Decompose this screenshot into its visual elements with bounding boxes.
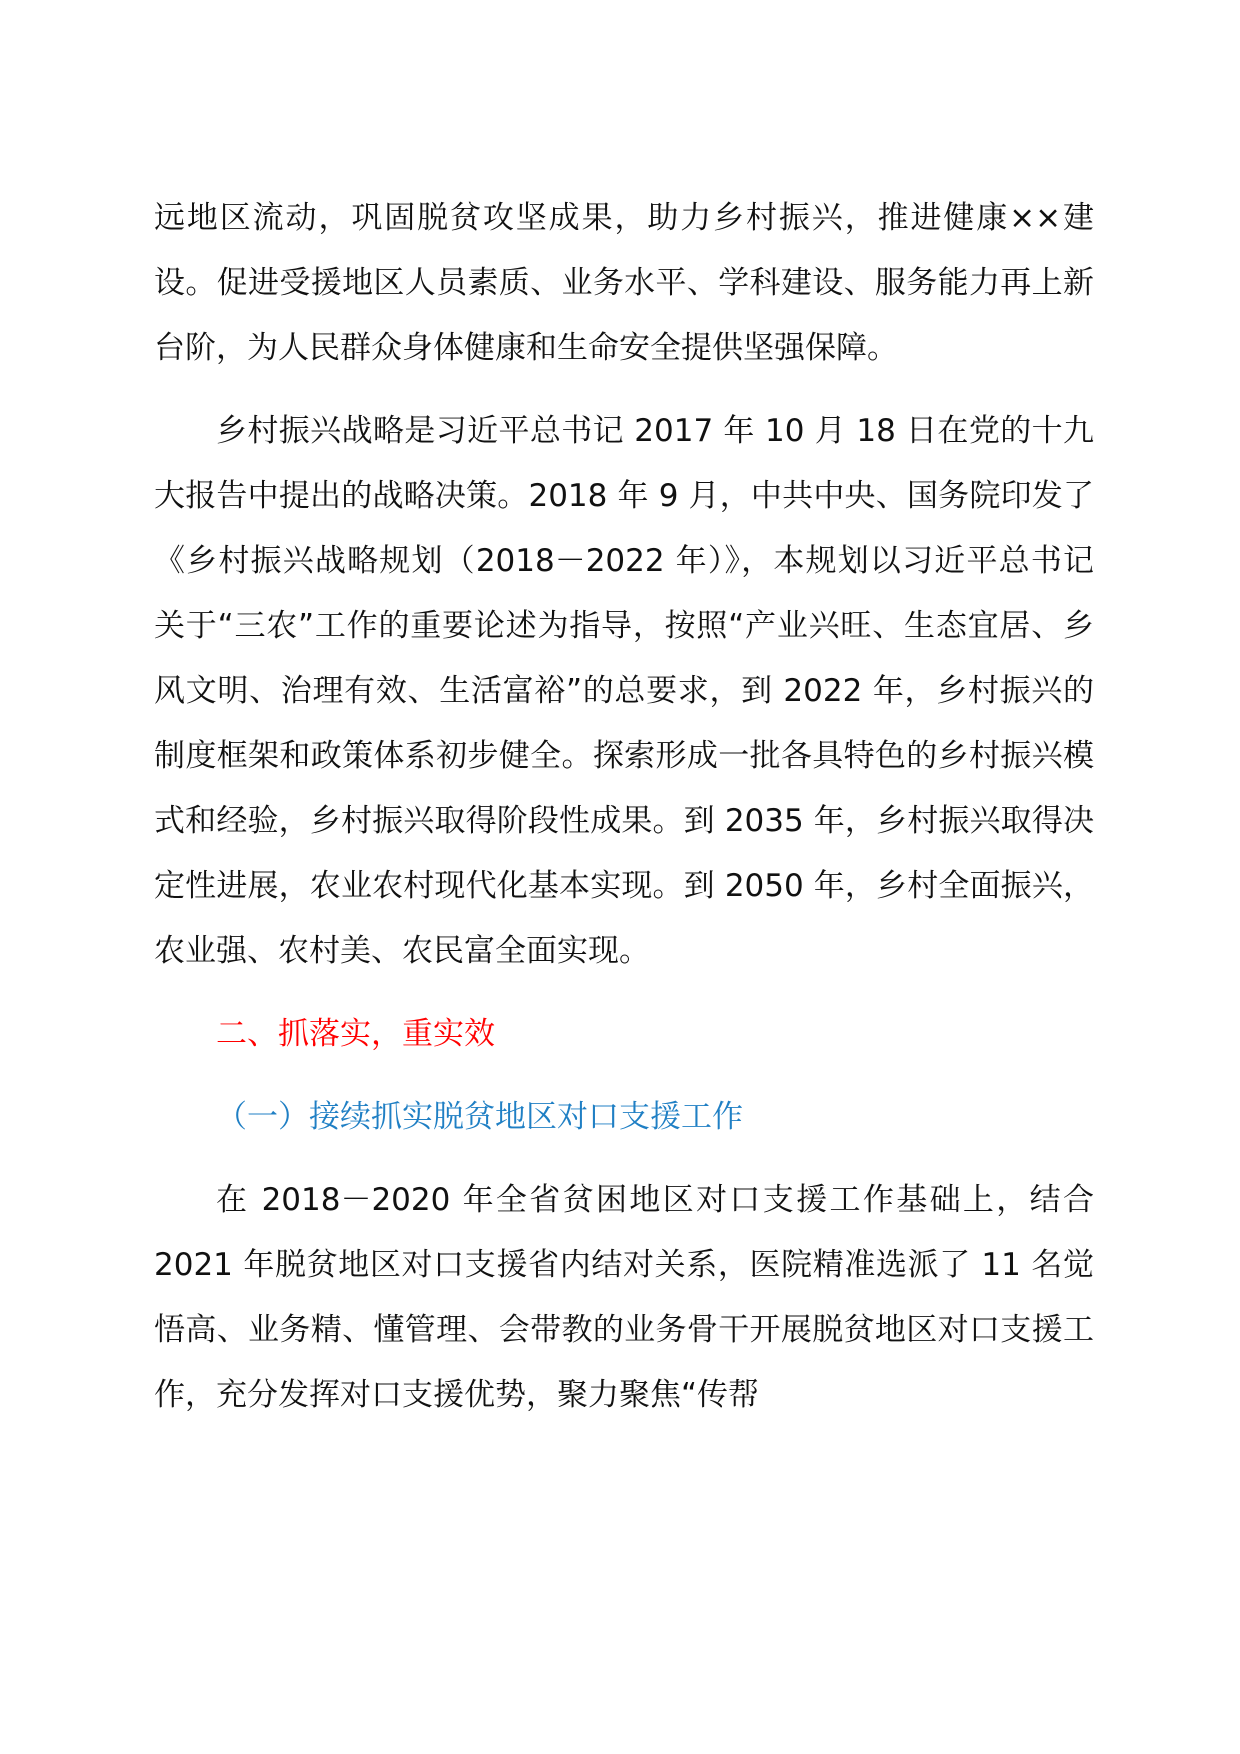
- paragraph-gap: [154, 381, 1094, 399]
- paragraph-continuation: 远地区流动，巩固脱贫攻坚成果，助力乡村振兴，推进健康××建设。促进受援地区人员素质、业务水平、学科建设、服务能力再上新台阶，为人民群众身体健康和生命安全提供坚强保障。: [154, 200, 1094, 366]
- paragraph-gap: [154, 1067, 1094, 1085]
- subsection-heading: （一）接续抓实脱贫地区对口支援工作: [216, 1099, 743, 1135]
- document-page: [154, 186, 1094, 1428]
- paragraph-support-work: 在 2018－2020 年全省贫困地区对口支援工作基础上，结合 2021 年脱贫地区对口支援省内结对关系，医院精准选派了 11 名觉悟高、业务精、懂管理、会带教的业务骨干开展脱贫地区对口支援工作，充分发挥对口支援优势，聚力聚焦“传帮: [154, 1182, 1094, 1413]
- paragraph-gap: [154, 984, 1094, 1002]
- section-heading: 二、抓落实，重实效: [216, 1016, 495, 1052]
- paragraph-gap: [154, 1150, 1094, 1168]
- paragraph-rural-revitalization: 乡村振兴战略是习近平总书记 2017 年 10 月 18 日在党的十九大报告中提出的战略决策。2018 年 9 月，中共中央、国务院印发了《乡村振兴战略规划（2018－2022 年）》，本规划以习近平总书记关于“三农”工作的重要论述为指导，按照“产业兴旺、生态宜居、乡风文明、治理有效、生活富裕”的总要求，到 2022 年，乡村振兴的制度框架和政策体系初步健全。探索形成一批各具特色的乡村振兴模式和经验，乡村振兴取得阶段性成果。到 2035 年，乡村振兴取得决定性进展，农业农村现代化基本实现。到 2050 年，乡村全面振兴，农业强、农村美、农民富全面实现。: [154, 413, 1094, 969]
